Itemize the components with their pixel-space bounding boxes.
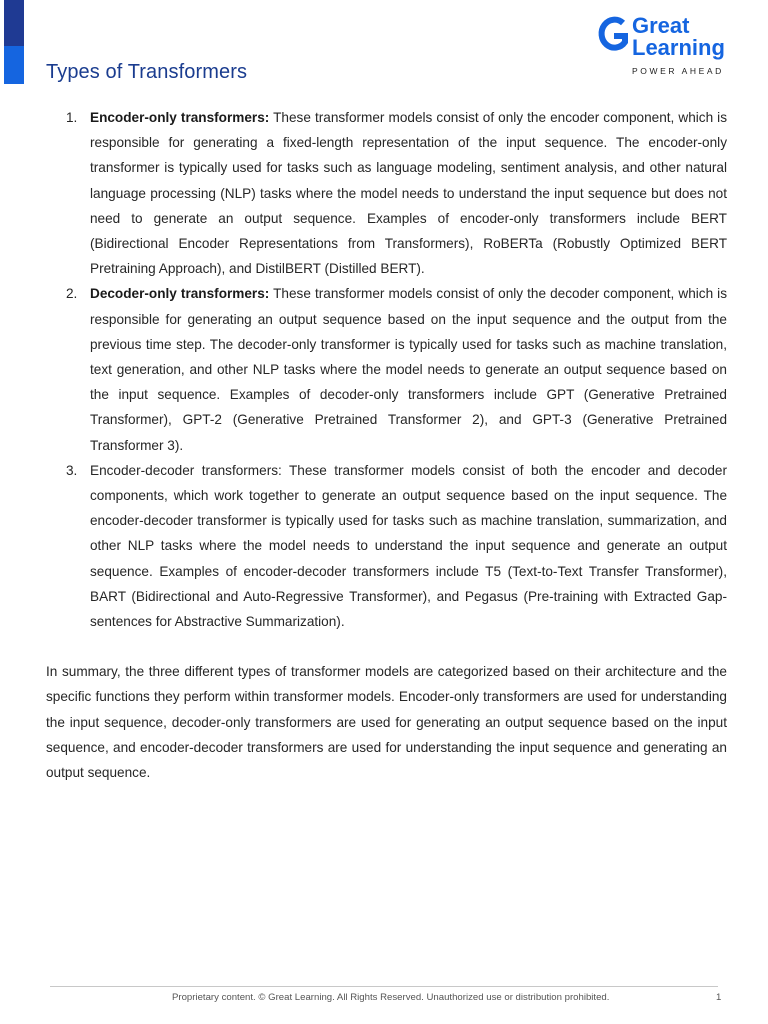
list-item-text: Encoder-decoder transformers: These transformer models consist of both the encoder and decoder components, which work together to generate an output sequence based on the input sequence. The encoder-decoder transformer is typically used for tasks such as machine translation, summarization, and other NLP tasks where the model needs to understand the input sequence and generate an output sequence. Examples of encoder-decoder transformers include T5 (Text-to-Text Transfer Transformer), BART (Bidirectional and Auto-Regressive Transformer), and Pegasus (Pre-training with Extracted Gap-sentences for Abstractive Summarization). xyxy=(90,462,727,630)
logo-word-great: Great xyxy=(632,13,690,38)
document-body xyxy=(46,105,727,785)
logo-word-learning: Learning xyxy=(632,35,725,60)
page-number: 1 xyxy=(716,992,722,1003)
summary-paragraph: In summary, the three different types of transformer models are categorized based on their architecture and the specific functions they perform within transformer models. Encoder-only transformers are used for understanding the input sequence, decoder-only transformers are used for generating an output sequence based on the input sequence, and encoder-decoder transformers are used for understanding the input sequence and generating an output sequence. xyxy=(46,664,727,781)
list-number: 3. xyxy=(66,462,78,478)
accent-bar-top xyxy=(4,0,24,46)
accent-bar-bottom xyxy=(4,46,24,84)
list-item-lead: Encoder-only transformers: xyxy=(90,110,270,125)
list-item xyxy=(46,458,727,634)
great-learning-logo xyxy=(596,13,736,77)
list-item xyxy=(46,281,727,457)
logo-tagline: POWER AHEAD xyxy=(632,66,724,76)
list-number: 1. xyxy=(66,110,78,125)
list-item-text: These transformer models consist of only the decoder component, which is responsible for generating an output sequence based on the input sequence and the output from the previous time step. The decoder-only transformer is typically used for tasks such as machine translation, text generation, and other NLP tasks where the model needs to generate an output sequence based on the input sequence. Examples of decoder-only transformers include GPT (Generative Pretrained Transformer), GPT-2 (Generative Pretrained Transformer 2), and GPT-3 (Generative Pretrained Transformer 3). xyxy=(90,286,727,453)
page-title: Types of Transformers xyxy=(46,61,248,84)
footer-divider xyxy=(50,986,718,987)
g-logo-icon xyxy=(596,15,632,57)
list-item-lead: Decoder-only transformers: xyxy=(90,286,270,302)
list-item xyxy=(46,105,727,281)
footer-notice: Proprietary content. © Great Learning. All Rights Reserved. Unauthorized use or distribution prohibited. xyxy=(172,992,610,1003)
list-item-text: These transformer models consist of only the encoder component, which is responsible for generating a fixed-length representation of the input sequence. The encoder-only transformer is typically used for tasks such as language modeling, sentiment analysis, and other natural language processing (NLP) tasks where the model needs to understand the input sequence but does not need to generate an output sequence. Examples of encoder-only transformers include BERT (Bidirectional Encoder Representations from Transformers), RoBERTa (Robustly Optimized BERT Pretraining Approach), and DistilBERT (Distilled BERT). xyxy=(90,110,727,277)
transformer-types-list xyxy=(46,105,727,634)
list-number: 2. xyxy=(66,286,78,302)
